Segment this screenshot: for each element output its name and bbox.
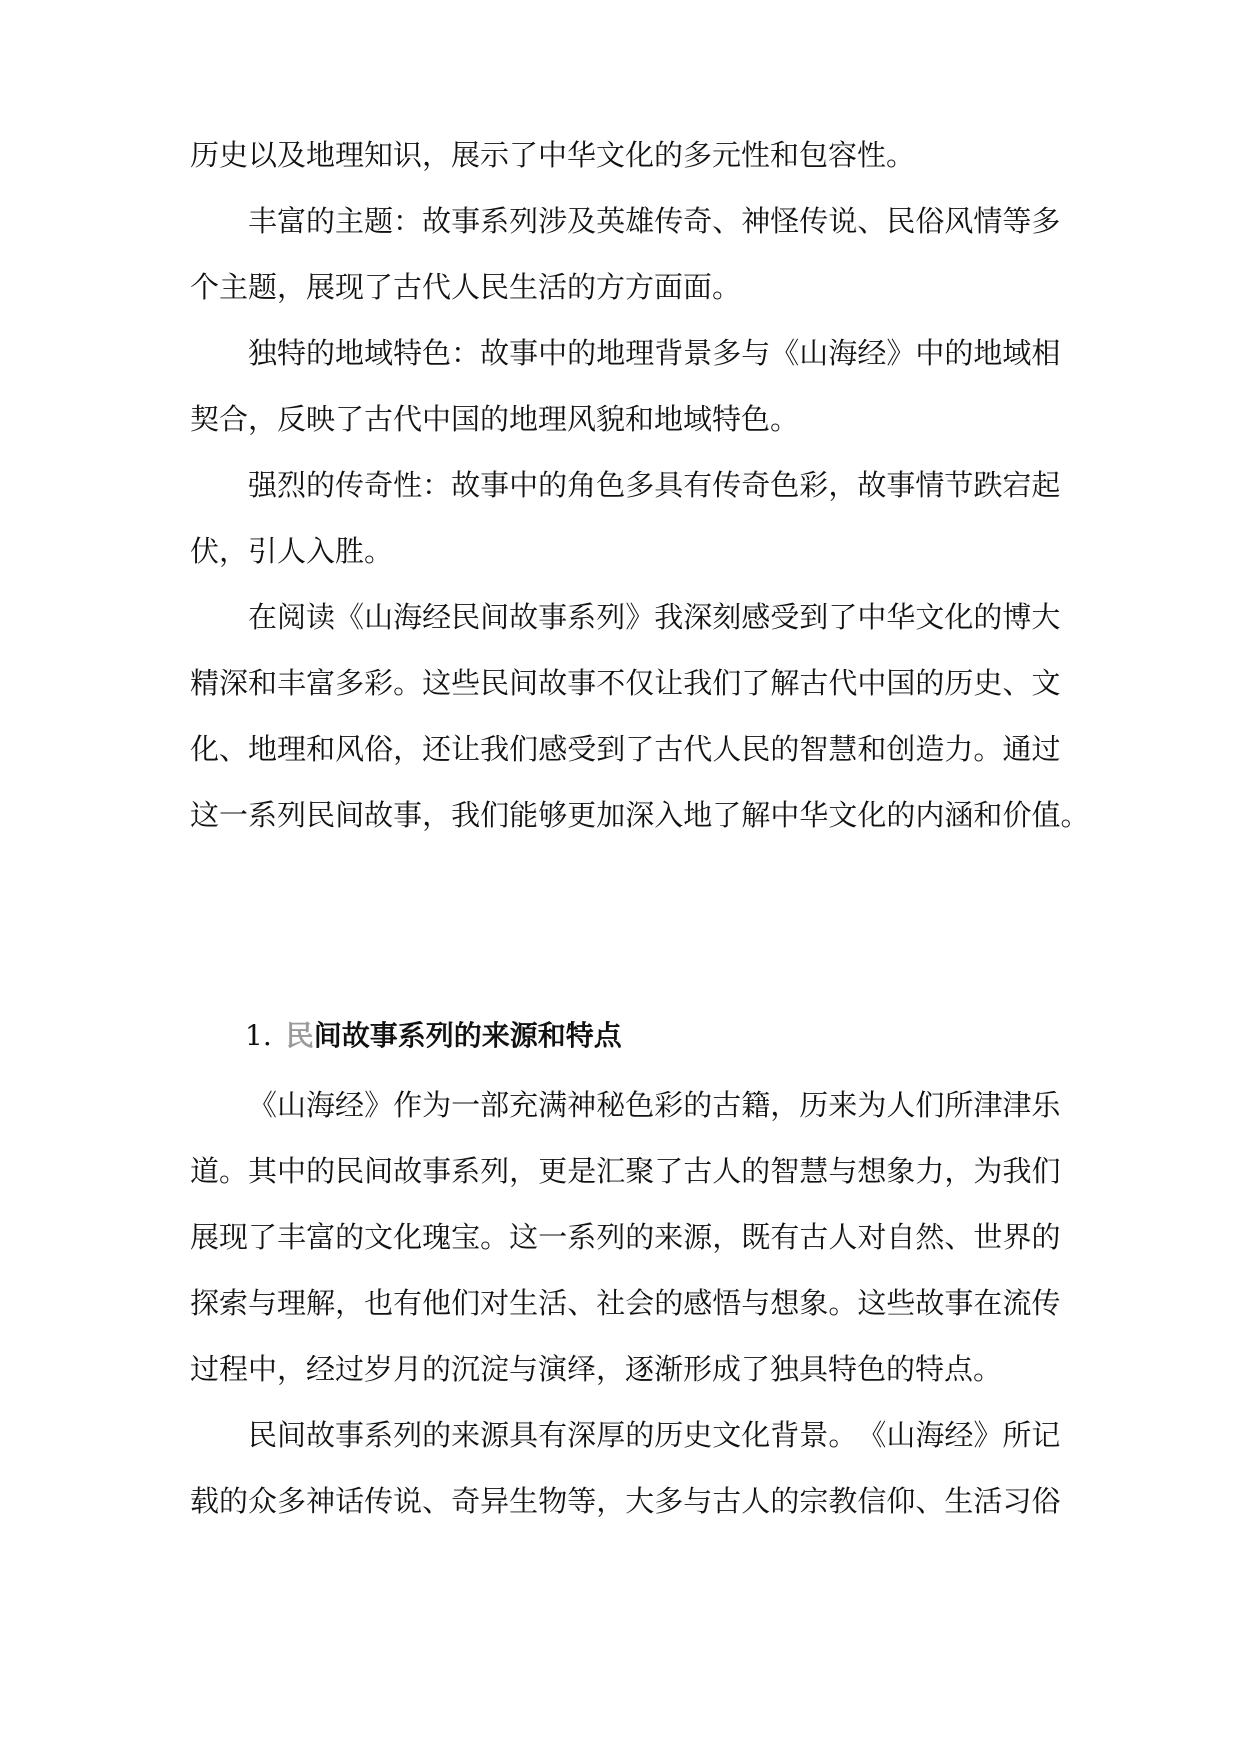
text-line: 探 索 与 理 解 ， 也 有 他 们 对 生 活 、 社 会 的 感 悟 与 想 象 。 这 些 故 事 在 流 传 xyxy=(190,1286,1061,1320)
text-line: 在 阅 读 《 山 海 经 民 间 故 事 系 列 》 我 深 刻 感 受 到 了 中 华 文 化 的 博 大 xyxy=(248,600,1061,634)
text-line: 强 烈 的 传 奇 性 ： 故 事 中 的 角 色 多 具 有 传 奇 色 彩 ， 故 事 情 节 跌 宕 起 xyxy=(248,468,1061,502)
text-line: 丰 富 的 主 题 ： 故 事 系 列 涉 及 英 雄 传 奇 、 神 怪 传 说 、 民 俗 风 情 等 多 xyxy=(248,204,1061,238)
text-line: 独 特 的 地 域 特 色 ： 故 事 中 的 地 理 背 景 多 与 《 山 海 经 》 中 的 地 域 相 xyxy=(248,336,1061,370)
heading-number: 1. xyxy=(245,1019,272,1052)
text-line: 伏，引人入胜。 xyxy=(190,534,394,568)
heading-text: 间故事系列的来源和特点 xyxy=(313,1019,622,1052)
text-line: 化 、 地 理 和 风 俗 ， 还 让 我 们 感 受 到 了 古 代 人 民 的 智 慧 和 创 造 力 。 通 过 xyxy=(190,732,1061,766)
text-line: 过程中，经过岁月的沉淀与演绎，逐渐形成了独具特色的特点。 xyxy=(190,1352,1003,1386)
text-line: 个主题，展现了古代人民生活的方方面面。 xyxy=(190,270,742,304)
section-heading xyxy=(245,1018,622,1054)
text-line: 展 现 了 丰 富 的 文 化 瑰 宝 。 这 一 系 列 的 来 源 ， 既 有 古 人 对 自 然 、 世 界 的 xyxy=(190,1220,1061,1254)
heading-first-char: 民 xyxy=(285,1019,314,1052)
text-line: 精 深 和 丰 富 多 彩 。 这 些 民 间 故 事 不 仅 让 我 们 了 解 古 代 中 国 的 历 史 、 文 xyxy=(190,666,1061,700)
text-line: 《 山 海 经 》 作 为 一 部 充 满 神 秘 色 彩 的 古 籍 ， 历 来 为 人 们 所 津 津 乐 xyxy=(248,1088,1061,1122)
text-line: 民 间 故 事 系 列 的 来 源 具 有 深 厚 的 历 史 文 化 背 景 。 《 山 海 经 》 所 记 xyxy=(248,1418,1061,1452)
text-line: 契合，反映了古代中国的地理风貌和地域特色。 xyxy=(190,402,800,436)
text-line: 这 一 系 列 民 间 故 事 ， 我 们 能 够 更 加 深 入 地 了 解 中 华 文 化 的 内 涵 和 价 值 。 xyxy=(190,798,1090,832)
text-line: 载 的 众 多 神 话 传 说 、 奇 异 生 物 等 ， 大 多 与 古 人 的 宗 教 信 仰 、 生 活 习 俗 xyxy=(190,1484,1061,1518)
text-line: 道 。 其 中 的 民 间 故 事 系 列 ， 更 是 汇 聚 了 古 人 的 智 慧 与 想 象 力 ， 为 我 们 xyxy=(190,1154,1061,1188)
text-line: 历史以及地理知识，展示了中华文化的多元性和包容性。 xyxy=(190,138,916,172)
